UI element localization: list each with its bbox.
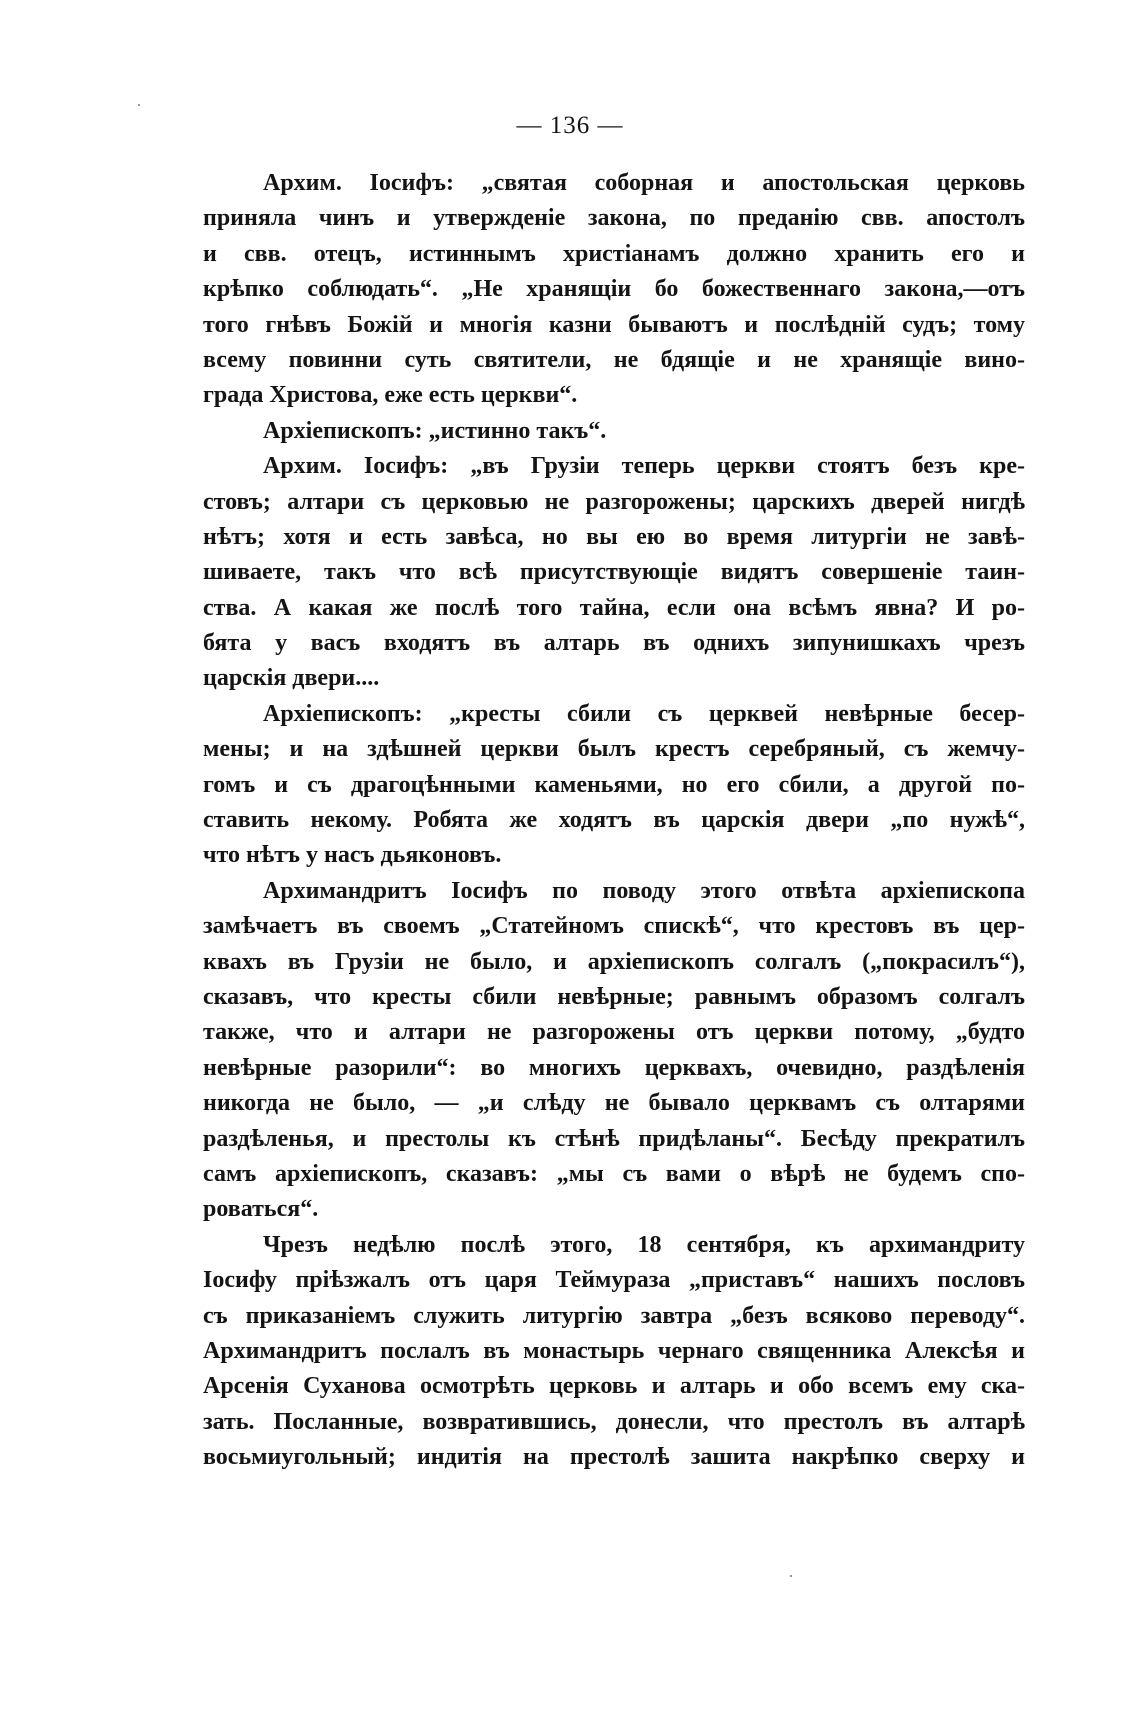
- text-line: зать. Посланные, возвратившись, донесли, что престолъ въ алтарѣ: [203, 1408, 1025, 1435]
- text-line: Чрезъ недѣлю послѣ этого, 18 сентября, къ архимандриту: [263, 1231, 1025, 1258]
- text-line: нѣтъ; хотя и есть завѣса, но вы ею во время литургіи не завѣ-: [203, 523, 1025, 550]
- text-line: того гнѣвъ Божій и многія казни бываютъ и послѣдній судъ; тому: [203, 311, 1025, 338]
- text-line: Архим. Іосифъ: „въ Грузіи теперь церкви стоятъ безъ кре-: [263, 453, 1025, 480]
- text-line: града Христова, еже есть церкви“.: [203, 382, 578, 409]
- text-line: восьмиугольный; индитія на престолѣ зашита накрѣпко сверху и: [203, 1444, 1025, 1471]
- text-line: также, что и алтари не разгорожены отъ церкви потому, „будто: [203, 1019, 1025, 1046]
- text-line: и свв. отецъ, истиннымъ христіанамъ должно хранить его и: [203, 240, 1025, 267]
- text-line: ставить некому. Робята же ходятъ въ царскія двери „по нужѣ“,: [203, 807, 1025, 834]
- text-line: всему повинни суть святители, не бдящіе и не хранящіе вино-: [203, 346, 1025, 373]
- page-number: — 136 —: [516, 112, 624, 139]
- text-line: Архим. Іосифъ: „святая соборная и апостольская церковь: [263, 170, 1025, 196]
- body-text: [203, 166, 1025, 1475]
- text-line: Архіепископъ: „истинно такъ“.: [263, 417, 607, 444]
- text-line: царскія двери....: [203, 665, 380, 692]
- text-line: Арсенія Суханова осмотрѣть церковь и алтарь и обо всемъ ему ска-: [203, 1373, 1025, 1400]
- scan-speck: [790, 1575, 792, 1577]
- text-line: приняла чинъ и утвержденіе закона, по преданію свв. апостолъ: [203, 205, 1025, 232]
- text-line: раздѣленья, и престолы къ стѣнѣ придѣланы“. Бесѣду прекратилъ: [203, 1125, 1025, 1152]
- text-line: Архіепископъ: „кресты сбили съ церквей невѣрные бесер-: [263, 700, 1025, 727]
- text-line: ства. А какая же послѣ того тайна, если она всѣмъ явна? И ро-: [203, 594, 1025, 621]
- text-line: съ приказаніемъ служить литургію завтра „безъ всяково переводу“.: [203, 1302, 1025, 1329]
- text-line: замѣчаетъ въ своемъ „Статейномъ спискѣ“, что крестовъ въ цер-: [203, 913, 1025, 940]
- text-line: Іосифу пріѣзжалъ отъ царя Теймураза „приставъ“ нашихъ пословъ: [203, 1267, 1025, 1294]
- text-line: стовъ; алтари съ церковью не разгорожены; царскихъ дверей нигдѣ: [203, 488, 1025, 515]
- text-line: никогда не было, — „и слѣду не бывало церквамъ съ олтарями: [203, 1090, 1025, 1117]
- text-line: мены; и на здѣшней церкви былъ крестъ серебряный, съ жемчу-: [203, 736, 1025, 763]
- text-line: бята у васъ входятъ въ алтарь въ однихъ зипунишкахъ чрезъ: [203, 630, 1025, 657]
- text-line: гомъ и съ драгоцѣнными каменьями, но его сбили, а другой по-: [203, 771, 1025, 798]
- text-line: невѣрные разорили“: во многихъ церквахъ, очевидно, раздѣленія: [203, 1054, 1025, 1081]
- text-line: сказавъ, что кресты сбили невѣрные; равнымъ образомъ солгалъ: [203, 983, 1025, 1010]
- text-line: самъ архіепископъ, сказавъ: „мы съ вами о вѣрѣ не будемъ спо-: [203, 1160, 1025, 1187]
- text-line: квахъ въ Грузіи не было, и архіепископъ солгалъ („покрасилъ“),: [203, 948, 1025, 975]
- text-line: Архимандритъ Іосифъ по поводу этого отвѣта архіепископа: [263, 877, 1025, 904]
- text-line: шиваете, такъ что всѣ присутствующіе видятъ совершеніе таин-: [203, 559, 1025, 586]
- text-line: роваться“.: [203, 1196, 319, 1223]
- scan-speck: [138, 104, 140, 106]
- text-line: крѣпко соблюдать“. „Не хранящіи бо божественнаго закона,—отъ: [203, 276, 1025, 303]
- text-line: Архимандритъ послалъ въ монастырь чернаго священника Алексѣя и: [203, 1337, 1025, 1364]
- text-line: что нѣтъ у насъ дьяконовъ.: [203, 842, 502, 869]
